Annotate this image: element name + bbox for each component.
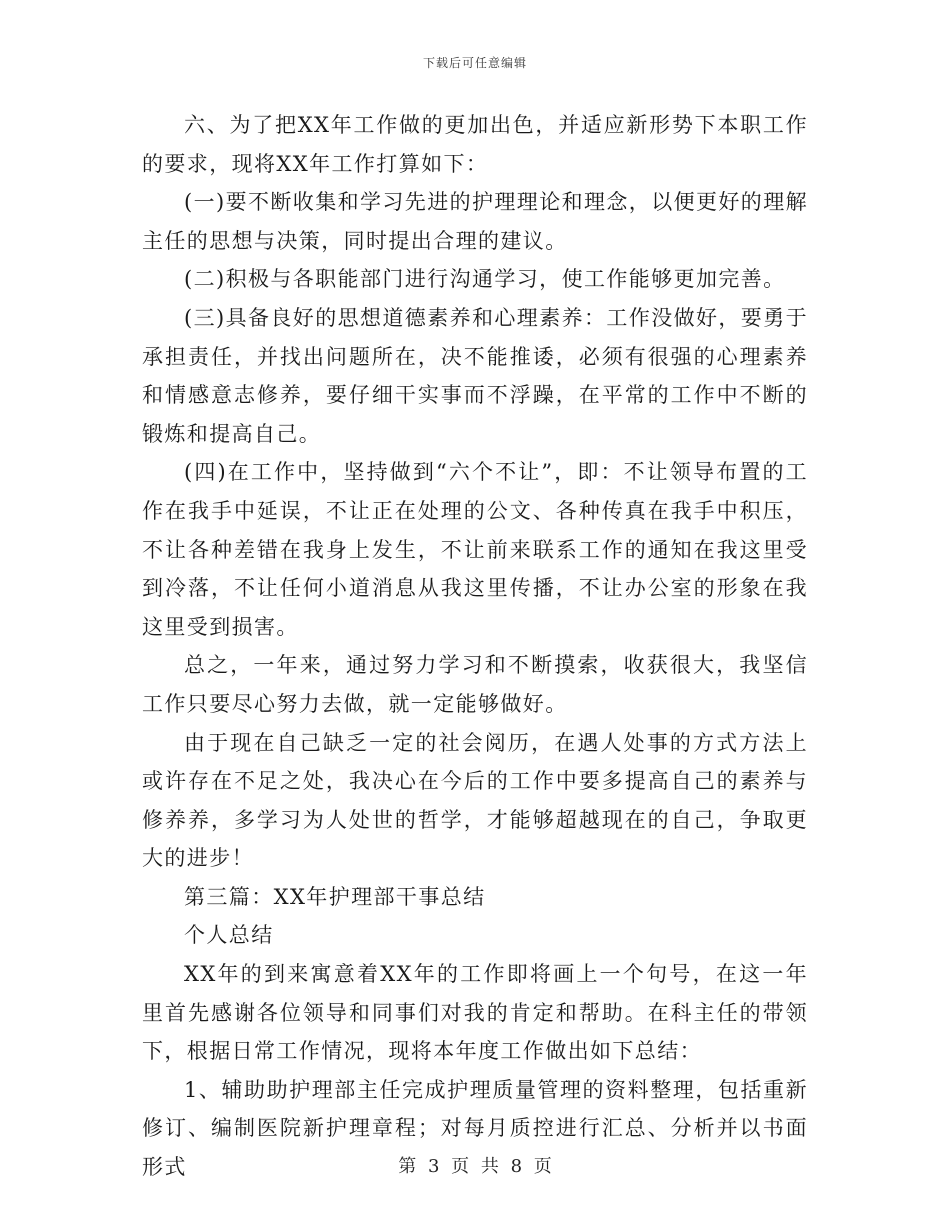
paragraph-resolution: 由于现在自己缺乏一定的社会阅历，在遇人处事的方式方法上或许存在不足之处，我决心在今后的工作中要多提高自己的素养与修养养，多学习为人处世的哲学，才能够超越现在的自己，争取更大的进步！ (142, 730, 808, 871)
paragraph-intro: XX年的到来寓意着XX年的工作即将画上一个句号，在这一年里首先感谢各位领导和同事们对我的肯定和帮助。在科主任的带领下，根据日常工作情况，现将本年度工作做出如下总结： (142, 962, 808, 1064)
section-title: 第三篇：XX年护理部干事总结 (184, 884, 486, 909)
page-header: 下载后可任意编辑 (422, 56, 527, 70)
document-body (142, 106, 808, 1187)
paragraph-item-three: (三)具备良好的思想道德素养和心理素养：工作没做好，要勇于承担责任，并找出问题所在，决不能推诿，必须有很强的心理素养和情感意志修养，要仔细干实事而不浮躁，在平常的工作中不断的锻炼和提高自己。 (142, 305, 808, 446)
paragraph-summary: 总之，一年来，通过努力学习和不断摸索，收获很大，我坚信工作只要尽心努力去做，就一定能够做好。 (142, 653, 808, 716)
page-footer: 第 3 页 共 8 页 (398, 1156, 552, 1177)
paragraph-section-six: 六、为了把XX年工作做的更加出色，并适应新形势下本职工作的要求，现将XX年工作打算如下： (142, 113, 808, 176)
section-subtitle: 个人总结 (184, 923, 274, 948)
paragraph-item-four: (四)在工作中，坚持做到“六个不让”，即：不让领导布置的工作在我手中延误，不让正在处理的公文、各种传真在我手中积压，不让各种差错在我身上发生，不让前来联系工作的通知在我这里受到冷落，不让任何小道消息从我这里传播，不让办公室的形象在我这里受到损害。 (142, 460, 808, 639)
paragraph-point-one: 1、辅助助护理部主任完成护理质量管理的资料整理，包括重新修订、编制医院新护理章程；对每月质控进行汇总、分析并以书面形式 (142, 1077, 808, 1180)
paragraph-item-two: (二)积极与各职能部门进行沟通学习，使工作能够更加完善。 (184, 267, 786, 292)
paragraph-item-one: (一)要不断收集和学习先进的护理理论和理念，以便更好的理解主任的思想与决策，同时提出合理的建议。 (142, 190, 808, 253)
